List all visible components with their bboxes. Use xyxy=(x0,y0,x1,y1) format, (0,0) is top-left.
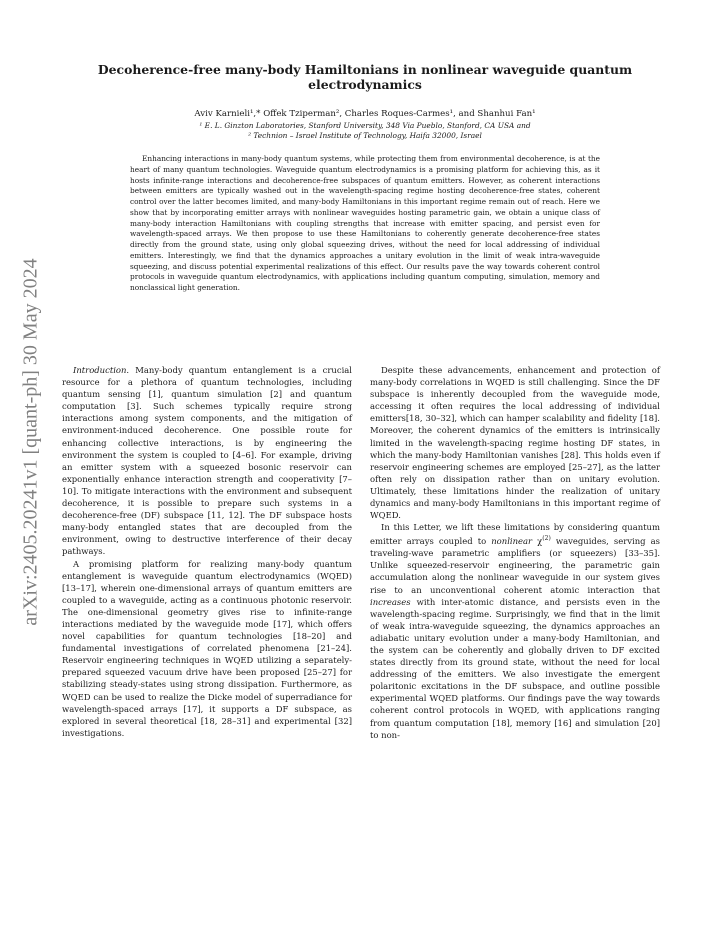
arxiv-identifier: arXiv:2405.20241v1 [quant-ph] 30 May 2024 xyxy=(19,258,42,626)
affiliation-2: ² Technion – Israel Institute of Technology, Haifa 32000, Israel xyxy=(248,131,482,140)
emphasis-increases: increases xyxy=(370,596,411,607)
left-column xyxy=(62,364,352,739)
paragraph-introduction xyxy=(62,364,352,558)
paragraph-challenges: Despite these advancements, enhancement and protection of many-body correlations in WQED is still challenging. Since the DF subspace is inherently decoupled from the waveguide mode, accessing it often requires the local addressing of individual emitters[18, 30–32], which can hamper scalability and fidelity [18]. Moreover, the coherent dynamics of the emitters is intrinsically limited in the wavelength-spacing regime hosting DF states, in which the many-body Hamiltonian vanishes [28]. This holds even if reservoir engineering schemes are employed [25–27], as the latter often rely on dissipation rather than on unitary evolution. Ultimately, these limitations hinder the realization of unitary dynamics and many-body Hamiltonians in this important regime of WQED. xyxy=(370,365,660,521)
chi-symbol: χ xyxy=(532,536,543,547)
emphasis-nonlinear: nonlinear xyxy=(491,536,533,547)
chi-superscript: (2) xyxy=(542,535,551,543)
paragraph-text: Many-body quantum entanglement is a crucial resource for a plethora of quantum technologies, including quantum sensing [1], quantum simulation [2] and quantum computation [3]. Such schemes typically require strong interactions among system components, and the mitigation of environment-induced decoherence. One possible route for enhancing collective interactions, is by engineering the environment the system is coupled to [4–6]. For example, driving an emitter system with a squeezed bosonic reservoir can exponentially enhance interaction strength and cooperativity [7–10]. To mitigate interactions with the environment and subsequent decoherence, it is possible to prepare such systems in a decoherence-free (DF) subspace [11, 12]. The DF subspace hosts many-body entangled states that are decoupled from the environment, owing to destructive interference of their decay pathways. xyxy=(62,365,352,557)
author-list: Aviv Karnieli¹,* Offek Tziperman², Charles Roques-Carmes¹, and Shanhui Fan¹ xyxy=(194,109,536,119)
paragraph-wqed: A promising platform for realizing many-body quantum entanglement is waveguide quantum electrodynamics (WQED) [13–17], wherein one-dimensional arrays of quantum emitters are coupled to a waveguide, acting as a continuous photonic reservoir. The one-dimensional geometry gives rise to infinite-range interactions mediated by the waveguide mode [17], which offers novel capabilities for quantum technologies [18–20] and fundamental investigations of correlated phenomena [21–24]. Reservoir engineering techniques in WQED utilizing a separately-prepared squeezed vacuum drive have been proposed [25–27] for stabilizing steady-states using strong dissipation. Furthermore, as WQED can be used to realize the Dicke model of superradiance for wavelength-spaced arrays [17], it supports a DF subspace, as explored in several theoretical [18, 28–31] and experimental [32] investigations. xyxy=(62,558,352,738)
arxiv-sidebar xyxy=(14,232,48,652)
paragraph-text: In this Letter, we lift these limitations by considering quantum emitter arrays coupled to xyxy=(370,522,660,547)
right-column xyxy=(370,364,660,741)
abstract: Enhancing interactions in many-body quantum systems, while protecting them from environmental decoherence, is at the heart of many quantum technologies. Waveguide quantum electrodynamics is a promising platform for achieving this, as it hosts infinite-range interactions and decoherence-free subspaces of quantum emitters. However, as coherent interactions between emitters are typically washed out in the wavelength-spacing regime hosting decoherence-free states, coherent control over the latter becomes limited, and many-body Hamiltonians in this important regime remain out of reach. Here we show that by incorporating emitter arrays with nonlinear waveguides hosting parametric gain, we obtain a unique class of many-body interaction Hamiltonians with coupling strengths that increase with emitter spacing, and persist even for wavelength-spaced arrays. We then propose to use these Hamiltonians to coherently generate decoherence-free states directly from the ground state, using only global squeezing drives, without the need for local addressing of individual emitters. Interestingly, we find that the dynamics approaches a unitary evolution in the limit of weak intra-waveguide squeezing, and discuss potential experimental realizations of this effect. Our results pave the way towards coherent control protocols in waveguide quantum electrodynamics, with applications including quantum computing, simulation, memory and nonclassical light generation. xyxy=(130,154,600,292)
paragraph-text: waveguides, serving as traveling-wave parametric amplifiers (or squeezers) [33–35]. Unlike squeezed-reservoir engineering, the parametric gain accumulation along the nonlinear waveguide in our system gives rise to an unconventional coherent atomic interaction that xyxy=(370,536,660,595)
section-lead: Introduction. xyxy=(73,365,130,375)
paper-title: Decoherence-free many-body Hamiltonians in nonlinear waveguide quantum electrodynamics xyxy=(97,62,633,92)
paragraph-text: with inter-atomic distance, and persists even in the wavelength-spacing regime. Surprisingly, we find that in the limit of weak intra-waveguide squeezing, the dynamics approaches an adiabatic unitary evolution under a many-body Hamiltonian, and the system can be coherently and globally driven to DF excited states directly from its ground state, without the need for local addressing of the emitters. We also investigate the emergent polaritonic excitations in the DF subspace, and outline possible experimental WQED platforms. Our findings pave the way towards coherent control protocols in WQED, with applications ranging from quantum computation [18], memory [16] and simulation [20] to non- xyxy=(370,596,660,740)
affiliation-1: ¹ E. L. Ginzton Laboratories, Stanford University, 348 Via Pueblo, Stanford, CA USA and xyxy=(199,121,531,130)
paragraph-this-letter xyxy=(370,521,660,741)
